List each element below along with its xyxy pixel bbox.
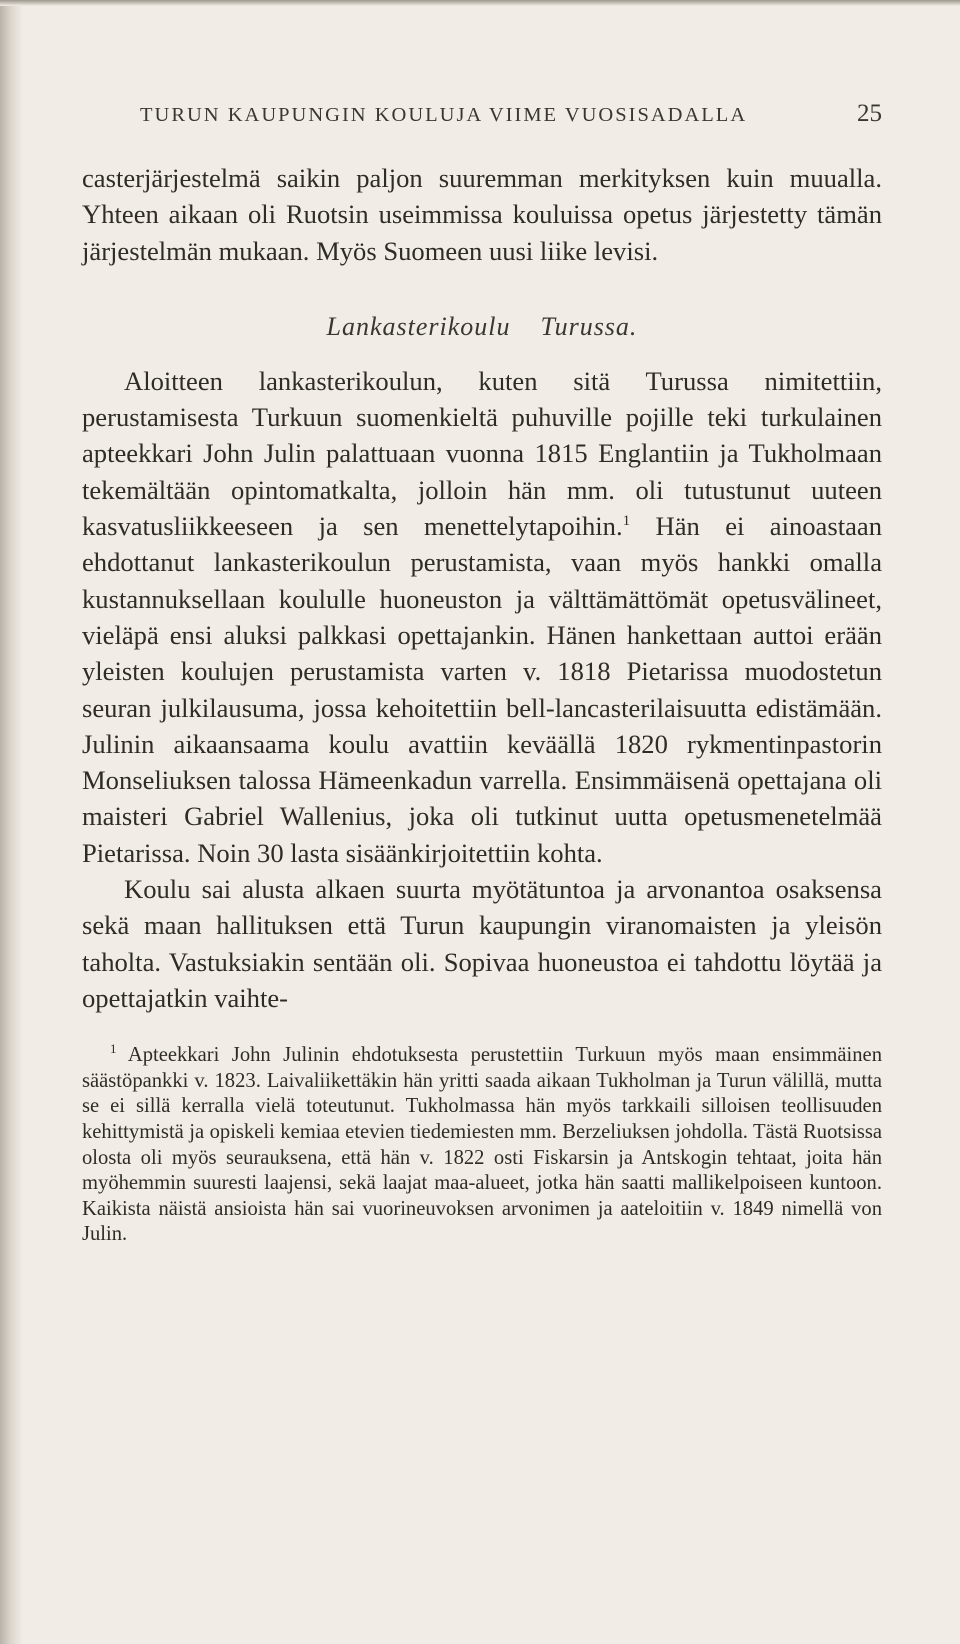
paragraph-text: Hän ei ainoastaan ehdottanut lankasterikoulun perustamista, vaan myös hankki omalla kustannuksellaan koululle huoneuston ja välttämättömät opetusvälineet, vieläpä ensi aluksi palkkasi opettajankin. Hänen hankettaan auttoi erään yleisten koulujen perustamista varten v. 1818 Pietarissa muodostetun seuran julkilausuma, jossa kehoitettiin bell-lancasterilaisuutta edistämään. Julinin aikaansaama koulu avattiin keväällä 1820 rykmentinpastorin Monseliuksen talossa Hämeenkadun varrella. Ensimmäisenä opettajana oli maisteri Gabriel Wallenius, joka oli tutkinut uutta opetusmenetelmää Pietarissa. Noin 30 lasta sisäänkirjoitettiin kohta. [82,511,882,868]
footnote-reference: 1 [622,513,631,530]
book-page [82,100,882,1248]
scanned-page-edge [0,0,22,1644]
footnote-body: Apteekkari John Julinin ehdotuksesta perustettiin Turkuun myös maan ensimmäinen säästöpankki v. 1823. Laivaliikettäkin hän yritti saada aikaan Tukholman ja Turun välillä, mutta se ei sillä kerralla vielä toteutunut. Tukholmassa hän myös tarkkaili silloisen teollisuuden kehittymistä ja opiskeli kemiaa etevien tiedemiesten mm. Berzeliuksen johdolla. Tästä Ruotsissa olosta oli myös seurauksena, että hän v. 1822 osti Fiskarsin ja Antskogin tehtaat, joita hän myöhemmin suuresti laajensi, sekä laajat maa-alueet, jotka hän saatti mallikelpoiseen kuntoon. Kaikista näistä ansioista hän sai vuorineuvoksen arvonimen ja aateloitiin v. 1849 nimellä von Julin. [82,1044,882,1246]
running-title: TURUN KAUPUNGIN KOULUJA VIIME VUOSISADALLA [140,104,748,126]
body-text [82,160,882,1016]
paragraph: casterjärjestelmä saikin paljon suuremman merkityksen kuin muualla. Yhteen aikaan oli Ruotsin useimmissa kouluissa opetus järjestetty tämän järjestelmän mukaan. Myös Suomeen uusi liike levisi. [82,163,882,266]
section-heading [82,312,882,342]
footnote [82,1043,882,1248]
footnote-marker: 1 [110,1041,117,1057]
section-heading-word: Turussa. [540,311,638,341]
running-header [140,100,882,140]
page-number: 25 [857,100,882,127]
paragraph-text: Aloitteen lankasterikoulun, kuten sitä Turussa nimitettiin, perustamisesta Turkuun suomenkieltä puhuville pojille teki turkulainen apteekkari John Julin palattuaan vuonna 1815 Englantiin ja Tukholmaan tekemältään opintomatkalta, jolloin hän mm. oli tutustunut uuteen kasvatusliikkeeseen ja sen menettelytapoihin. [82,365,882,542]
paragraph [82,363,882,871]
footnote-text [82,1043,882,1248]
paragraph: Koulu sai alusta alkaen suurta myötätuntoa ja arvonantoa osaksensa sekä maan hallituksen että Turun kaupungin viranomaisten ja yleisön taholta. Vastuksiakin sentään oli. Sopivaa huoneustoa ei tahdottu löytää ja opettajatkin vaihte- [82,874,882,1013]
section-heading-word: Lankasterikoulu [326,311,511,341]
scanned-page-top-edge [0,0,960,6]
